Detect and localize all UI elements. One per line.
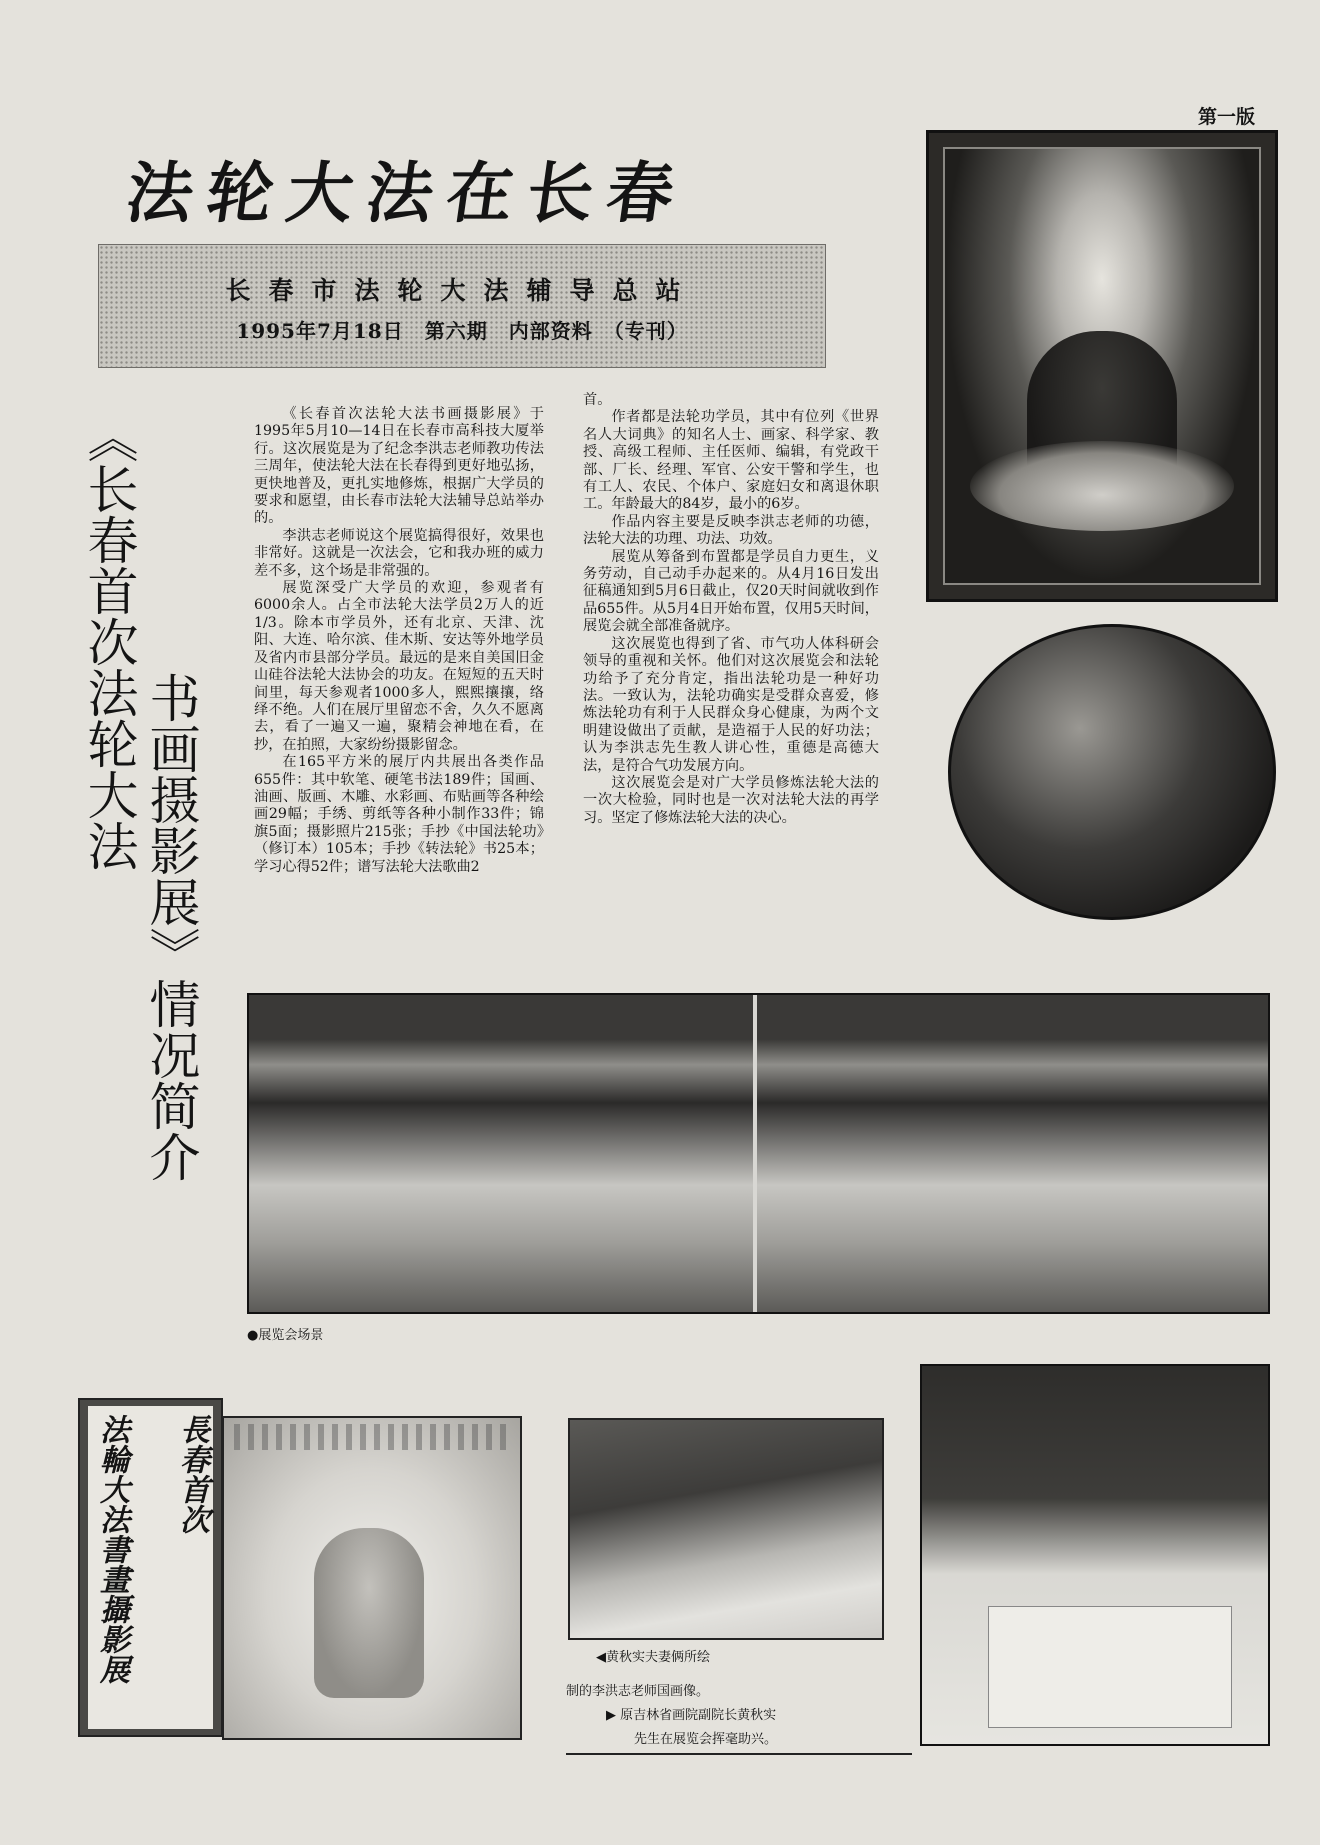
issue-info: 1995年7月18日 第六期 内部资料 （专刊）	[236, 319, 688, 343]
caption-rule	[566, 1753, 912, 1755]
calligraphy-line-1: 長春首次	[174, 1414, 209, 1534]
paragraph: 作者都是法轮功学员，其中有位列《世界名人大词典》的知名人士、画家、科学家、教授、高级工程师、主任医师、编辑，有党政干部、厂长、经理、军官、公安干警和学生，也有工人、农民、个体户、家庭妇女和离退休职工。年龄最大的84岁，最小的6岁。	[583, 409, 879, 513]
paragraph: 展览深受广大学员的欢迎，参观者有6000余人。占全市法轮大法学员2万人的近1/3。除本市学员外，还有北京、天津、沈阳、大连、哈尔滨、佳木斯、安达等外地学员及省内市县部分学员。最远的是来自美国旧金山硅谷法轮大法协会的功友。在短短的五天时间里，每天参观者1000多人，熙熙攘攘，络绎不绝。人们在展厅里留恋不舍，久久不愿离去，看了一遍又一遍，聚精会神地在看，在抄，在拍照，大家纷纷摄影留念。	[254, 580, 544, 753]
paragraph: 作品内容主要是反映李洪志老师的功德，法轮大法的功理、功法、功效。	[583, 513, 879, 548]
edition-label: 第一版	[1198, 106, 1256, 128]
article-title-line-2: 书画摄影展》情况简介	[140, 672, 199, 1182]
article-title-line-1: 《长春首次法轮大法	[78, 412, 137, 871]
masthead-title: 法轮大法在长春	[121, 154, 693, 232]
painted-figure	[314, 1528, 424, 1698]
publisher-name: 长春市法轮大法辅导总站	[225, 276, 699, 305]
caption-calligraphy-line-1: ▶ 原吉林省画院副院长黄秋实	[606, 1708, 777, 1723]
caption-painting-line-1: ◀黄秋实夫妻俩所绘	[596, 1650, 710, 1665]
painting-process-photo	[568, 1418, 884, 1640]
framed-portrait-photo	[926, 130, 1278, 602]
paragraph: 在165平方米的展厅内共展出各类作品655件：其中软笔、硬笔书法189件；国画、油画、版画、木雕、水彩画、布贴画等各种绘画29幅；手绣、剪纸等各种小制作33件；锦旗5面；摄影照片215张；手抄《中国法轮功》（修订本）105本；手抄《转法轮》书25本；学习心得52件；谱写法轮大法歌曲2	[254, 754, 544, 875]
paragraph: 《长春首次法轮大法书画摄影展》于1995年5月10—14日在长春市高科技大厦举行。这次展览是为了纪念李洪志老师教功传法三周年，使法轮大法在长春得到更好地弘扬，更快地普及，更扎实地修炼，根据广大学员的要求和愿望，由长春市法轮大法辅导总站举办的。	[254, 406, 544, 527]
circular-photo-visitors-writing	[948, 624, 1276, 920]
calligraphy-title-panel	[78, 1398, 223, 1737]
calligrapher-at-exhibition-photo	[920, 1364, 1270, 1746]
caption-exhibition-hall: ●展览会场景	[247, 1328, 324, 1343]
article-column-1	[254, 406, 544, 876]
exhibition-hall-photo	[247, 993, 1270, 1314]
caption-painting-line-2: 制的李洪志老师国画像。	[566, 1684, 710, 1699]
calligraphy-scroll	[988, 1606, 1232, 1728]
paragraph: 李洪志老师说这个展览搞得很好，效果也非常好。这就是一次法会，它和我办班的威力差不多，这个场是非常强的。	[254, 527, 544, 579]
caption-calligraphy-line-2: 先生在展览会挥毫助兴。	[634, 1732, 778, 1747]
lotus-base	[970, 441, 1234, 531]
paragraph: 这次展览会是对广大学员修炼法轮大法的一次大检验，同时也是一次对法轮大法的再学习。坚定了修炼法轮大法的决心。	[583, 774, 879, 826]
paragraph: 这次展览也得到了省、市气功人体科研会领导的重视和关怀。他们对这次展览会和法轮功给予了充分肯定，指出法轮功是一种好功法。一致认为，法轮功确实是受群众喜爱，修炼法轮功有利于人民群众身心健康，为两个文明建设做出了贡献，是造福于人民的好功法；认为李洪志先生教人讲心性，重德是高德大法，是符合气功发展方向。	[583, 635, 879, 774]
article-column-2	[583, 392, 879, 827]
painting-inscription	[234, 1424, 510, 1450]
subhead-box	[98, 244, 826, 368]
portrait-painting-photo	[222, 1416, 522, 1740]
paragraph: 首。	[583, 392, 612, 408]
photo-divider	[753, 995, 757, 1312]
paragraph: 展览从筹备到布置都是学员自力更生，义务劳动，自己动手办起来的。从4月16日发出征稿通知到5月6日截止，仅20天时间就收到作品655件。从5月4日开始布置，仅用5天时间，展览会就全部准备就序。	[583, 548, 879, 635]
calligraphy-line-2: 法輪大法書畫攝影展	[94, 1414, 129, 1684]
portrait-image	[943, 147, 1261, 585]
